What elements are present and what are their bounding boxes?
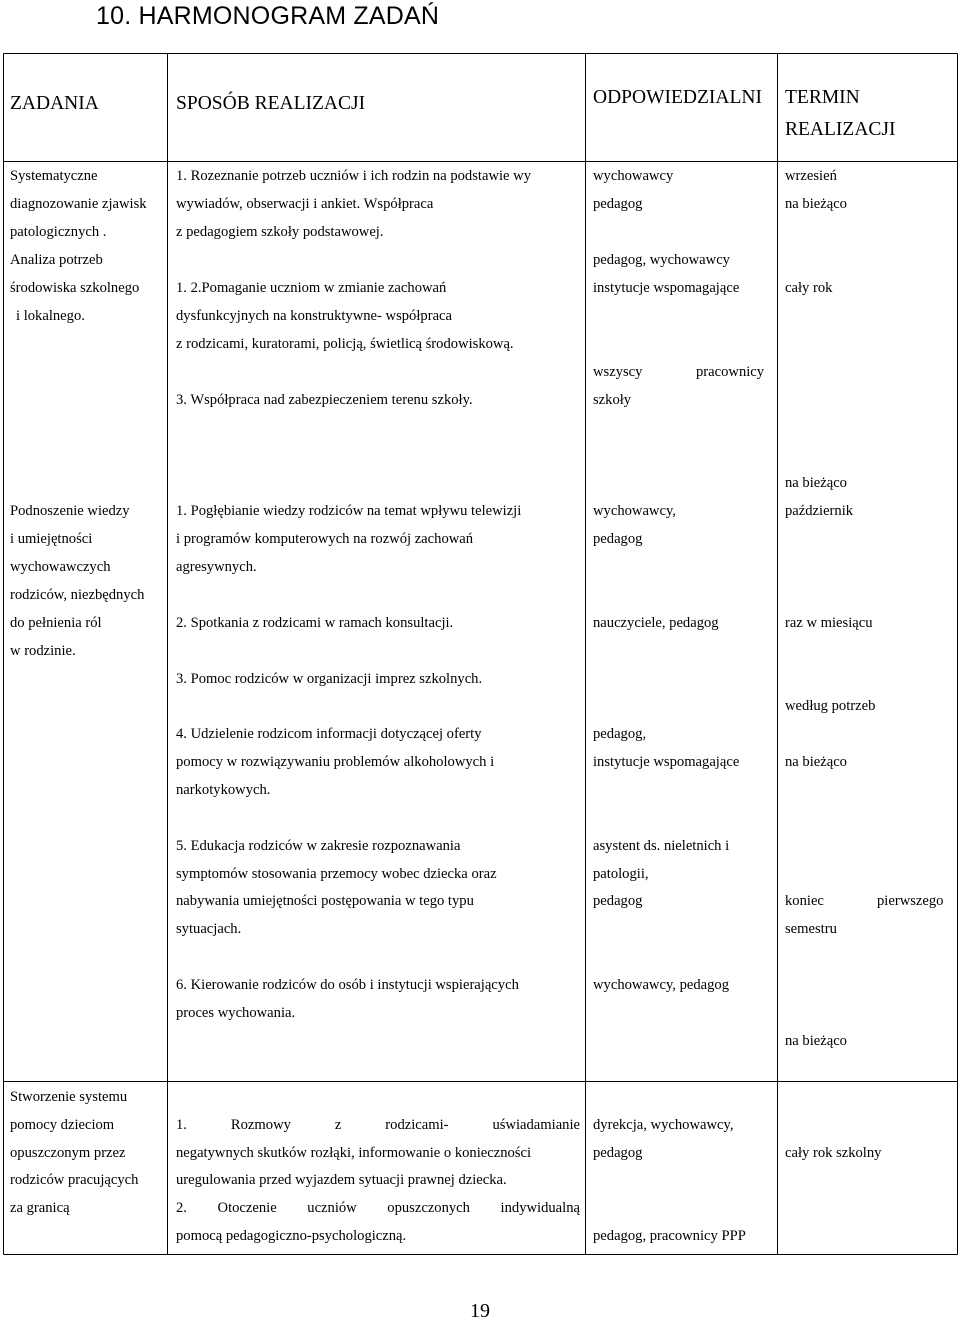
s1-term-line: na bieżąco [785,475,847,491]
s2-method-line: 2. Spotkania z rodzicami w ramach konsultacji. [176,615,454,631]
s1-method-line: z rodzicami, kuratorami, policją, świetlicą środowiskową. [176,336,514,352]
s3-task-line: opuszczonym przez [10,1145,126,1161]
page-number: 19 [470,1300,490,1322]
s2-method-line: pomocy w rozwiązywaniu problemów alkoholowych i [176,754,495,770]
s3-method-line: negatywnych skutków rozłąki, informowanie o konieczności [176,1145,532,1161]
s1-responsible-line: pracownicy [696,364,765,380]
header-tasks: ZADANIA [10,93,99,114]
s1-term-line: cały rok [785,280,833,296]
s3-method-line: 2. Otoczenie uczniów opuszczonych indywidualną [176,1200,580,1216]
s2-method-line: narkotykowych. [176,782,271,798]
s2-task-line: Podnoszenie wiedzy [10,503,130,519]
s1-task-line: i lokalnego. [16,308,85,324]
s2-method-line: 6. Kierowanie rodziców do osób i instytucji wspierających [176,977,519,993]
s1-responsible-line: wychowawcy [593,168,674,184]
s1-method-line: 3. Współpraca nad zabezpieczeniem terenu szkoły. [176,392,473,408]
s2-responsible-line: asystent ds. nieletnich i [593,838,730,854]
s2-responsible-line: pedagog, [593,726,647,742]
s2-task-line: rodziców, niezbędnych [10,587,145,603]
s1-responsible-line: szkoły [593,392,632,408]
s2-method-line: 4. Udzielenie rodzicom informacji dotyczącej oferty [176,726,482,742]
s2-task-line: wychowawczych [10,559,111,575]
s2-term-line: według potrzeb [785,698,876,714]
s2-responsible-line: pedagog [593,893,643,909]
s2-method-line: 3. Pomoc rodziców w organizacji imprez szkolnych. [176,671,483,687]
s2-method-line: symptomów stosowania przemocy wobec dziecka oraz [176,866,497,882]
s2-responsible-line: instytucje wspomagające [593,754,740,770]
s2-responsible-line: nauczyciele, pedagog [593,615,719,631]
s3-method-line: 1. Rozmowy z rodzicami- uświadamianie [176,1117,580,1133]
s3-responsible-line: pedagog, pracownicy PPP [593,1228,746,1244]
s3-task-line: pomocy dzieciom [10,1117,115,1133]
s3-responsible-line: pedagog [593,1145,643,1161]
s2-responsible-line: wychowawcy, pedagog [593,977,730,993]
s2-method-line: i programów komputerowych na rozwój zachowań [176,531,474,547]
s2-term-line: koniec [785,893,824,909]
s2-task-line: w rodzinie. [10,643,76,659]
s2-method-line: nabywania umiejętności postępowania w tego typu [176,893,474,909]
s1-task-line: patologicznych . [10,224,107,240]
s1-method-line: 1. 2.Pomaganie uczniom w zmianie zachowań [176,280,447,296]
s2-term-line: na bieżąco [785,754,847,770]
s1-responsible-line: instytucje wspomagające [593,280,740,296]
s2-task-line: do pełnienia ról [10,615,102,631]
s1-method-line: z pedagogiem szkoły podstawowej. [176,224,384,240]
header-method: SPOSÓB REALIZACJI [176,93,366,114]
s1-method-line: dysfunkcyjnych na konstruktywne- współpraca [176,308,452,324]
s2-task-line: i umiejętności [10,531,93,547]
s2-responsible-line: pedagog [593,531,643,547]
s2-term-line: na bieżąco [785,1033,847,1049]
s2-method-line: proces wychowania. [176,1005,296,1021]
document-title: 10. HARMONOGRAM ZADAŃ [96,2,440,30]
s3-method-line: pomocą pedagogiczno-psychologiczną. [176,1228,407,1244]
s3-task-line: rodziców pracujących [10,1172,139,1188]
s3-task-line: za granicą [10,1200,70,1216]
s2-method-line: 5. Edukacja rodziców w zakresie rozpoznawania [176,838,461,854]
s3-responsible-line: dyrekcja, wychowawcy, [593,1117,734,1133]
s3-task-line: Stworzenie systemu [10,1089,128,1105]
s2-responsible-line: patologii, [593,866,649,882]
header-term-line2: REALIZACJI [785,119,896,140]
header-responsible: ODPOWIEDZIALNI [593,87,762,108]
s2-method-line: 1. Pogłębianie wiedzy rodziców na temat wpływu telewizji [176,503,522,519]
s3-method-line: uregulowania przed wyjazdem sytuacji prawnej dziecka. [176,1172,507,1188]
s1-responsible-line: pedagog [593,196,643,212]
s1-task-line: Systematyczne [10,168,98,184]
s2-term-line: raz w miesiącu [785,615,873,631]
s2-term-line: październik [785,503,854,519]
s1-term-line: wrzesień [785,168,837,184]
header-term-line1: TERMIN [785,87,860,108]
s1-term-line: na bieżąco [785,196,847,212]
s1-responsible-line: wszyscy [593,364,643,380]
s1-method-line: 1. Rozeznanie potrzeb uczniów i ich rodzin na podstawie wy [176,168,531,184]
s1-method-line: wywiadów, obserwacji i ankiet. Współpraca [176,196,434,212]
s2-method-line: sytuacjach. [176,921,242,937]
s2-method-line: agresywnych. [176,559,257,575]
s1-responsible-line: pedagog, wychowawcy [593,252,730,268]
s2-term-line: semestru [785,921,837,937]
s1-task-line: środowiska szkolnego [10,280,140,296]
s2-term-line: pierwszego [877,893,944,909]
s1-task-line: diagnozowanie zjawisk [10,196,147,212]
s1-task-line: Analiza potrzeb [10,252,103,268]
s3-term-line: cały rok szkolny [785,1145,882,1161]
s2-responsible-line: wychowawcy, [593,503,676,519]
